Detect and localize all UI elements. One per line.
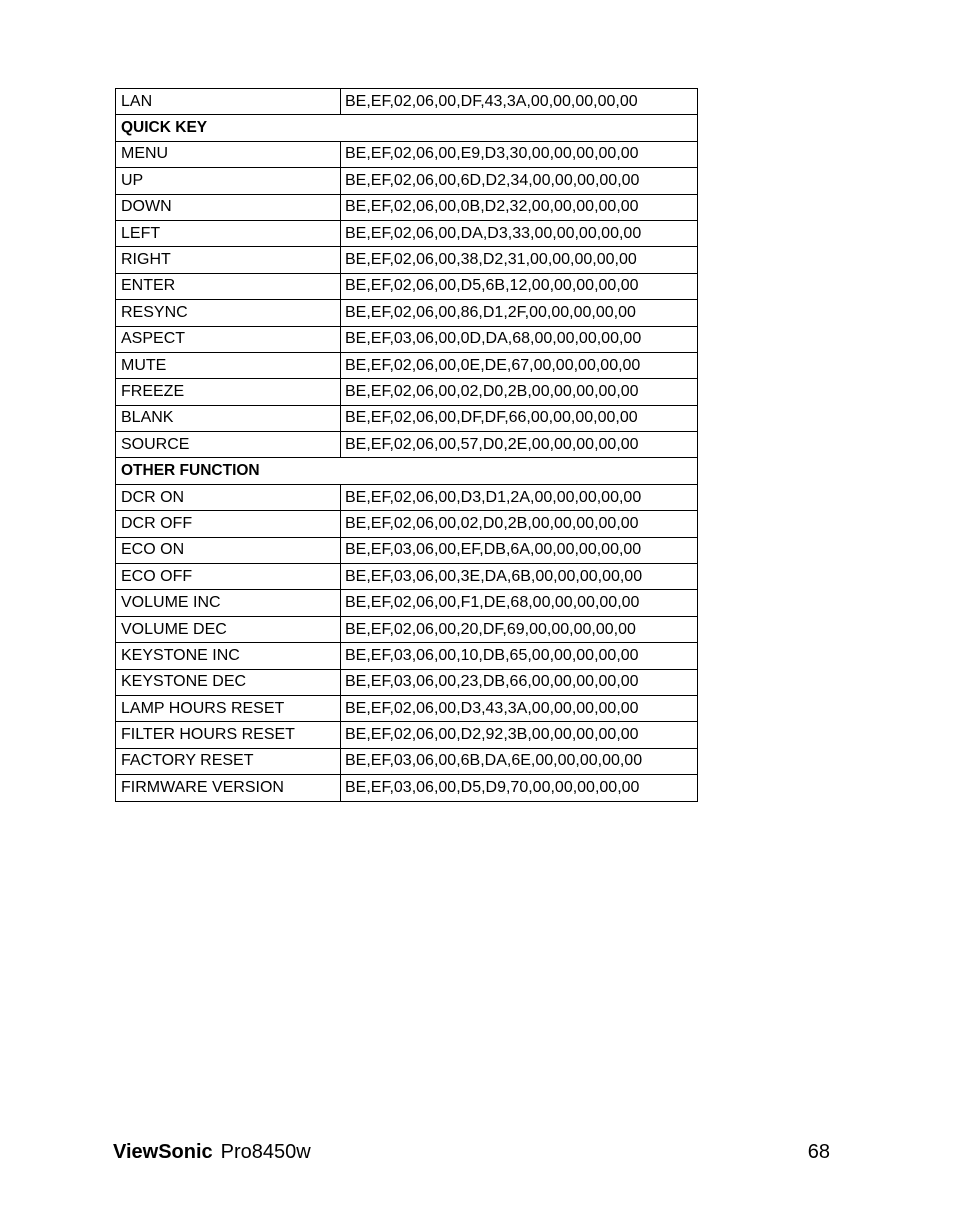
command-name-cell: DCR ON (116, 484, 341, 510)
command-name-cell: FACTORY RESET (116, 748, 341, 774)
command-code-cell: BE,EF,03,06,00,6B,DA,6E,00,00,00,00,00 (341, 748, 698, 774)
table-row (116, 695, 698, 721)
table-row (116, 748, 698, 774)
command-code-cell: BE,EF,02,06,00,DF,43,3A,00,00,00,00,00 (341, 89, 698, 115)
table-row (116, 722, 698, 748)
section-header: QUICK KEY (116, 115, 698, 141)
table-row (116, 89, 698, 115)
command-name-cell: UP (116, 168, 341, 194)
command-code-cell: BE,EF,02,06,00,02,D0,2B,00,00,00,00,00 (341, 511, 698, 537)
command-name-cell: KEYSTONE INC (116, 643, 341, 669)
command-code-cell: BE,EF,02,06,00,F1,DE,68,00,00,00,00,00 (341, 590, 698, 616)
table-row (116, 405, 698, 431)
command-code-cell: BE,EF,03,06,00,10,DB,65,00,00,00,00,00 (341, 643, 698, 669)
command-code-cell: BE,EF,02,06,00,D5,6B,12,00,00,00,00,00 (341, 273, 698, 299)
command-name-cell: LAN (116, 89, 341, 115)
table-row (116, 775, 698, 801)
section-header-row (116, 458, 698, 484)
page-number: 68 (807, 1141, 830, 1163)
command-table-body (116, 89, 698, 802)
command-code-cell: BE,EF,02,06,00,D2,92,3B,00,00,00,00,00 (341, 722, 698, 748)
command-table (115, 88, 698, 802)
table-row (116, 616, 698, 642)
command-name-cell: ECO OFF (116, 564, 341, 590)
command-name-cell: LEFT (116, 220, 341, 246)
table-row (116, 564, 698, 590)
table-row (116, 484, 698, 510)
table-row (116, 220, 698, 246)
command-code-cell: BE,EF,03,06,00,0D,DA,68,00,00,00,00,00 (341, 326, 698, 352)
table-row (116, 326, 698, 352)
command-code-cell: BE,EF,02,06,00,57,D0,2E,00,00,00,00,00 (341, 432, 698, 458)
command-code-cell: BE,EF,02,06,00,D3,43,3A,00,00,00,00,00 (341, 695, 698, 721)
footer-model: Pro8450w (220, 1141, 311, 1163)
table-row (116, 168, 698, 194)
command-name-cell: FREEZE (116, 379, 341, 405)
command-code-cell: BE,EF,02,06,00,20,DF,69,00,00,00,00,00 (341, 616, 698, 642)
command-code-cell: BE,EF,02,06,00,DA,D3,33,00,00,00,00,00 (341, 220, 698, 246)
command-code-cell: BE,EF,02,06,00,E9,D3,30,00,00,00,00,00 (341, 141, 698, 167)
command-code-cell: BE,EF,02,06,00,86,D1,2F,00,00,00,00,00 (341, 300, 698, 326)
command-code-cell: BE,EF,02,06,00,DF,DF,66,00,00,00,00,00 (341, 405, 698, 431)
section-header: OTHER FUNCTION (116, 458, 698, 484)
command-name-cell: DOWN (116, 194, 341, 220)
table-row (116, 194, 698, 220)
command-code-cell: BE,EF,02,06,00,38,D2,31,00,00,00,00,00 (341, 247, 698, 273)
command-code-cell: BE,EF,03,06,00,3E,DA,6B,00,00,00,00,00 (341, 564, 698, 590)
command-name-cell: FILTER HOURS RESET (116, 722, 341, 748)
table-row (116, 669, 698, 695)
command-code-cell: BE,EF,03,06,00,D5,D9,70,00,00,00,00,00 (341, 775, 698, 801)
section-header-row (116, 115, 698, 141)
footer-brand: ViewSonic (113, 1141, 213, 1163)
command-name-cell: SOURCE (116, 432, 341, 458)
command-name-cell: DCR OFF (116, 511, 341, 537)
table-row (116, 273, 698, 299)
command-name-cell: MENU (116, 141, 341, 167)
command-code-cell: BE,EF,02,06,00,6D,D2,34,00,00,00,00,00 (341, 168, 698, 194)
command-code-cell: BE,EF,02,06,00,0E,DE,67,00,00,00,00,00 (341, 352, 698, 378)
table-row (116, 590, 698, 616)
command-name-cell: VOLUME INC (116, 590, 341, 616)
command-name-cell: KEYSTONE DEC (116, 669, 341, 695)
page-footer (113, 1140, 311, 1164)
command-name-cell: ENTER (116, 273, 341, 299)
table-row (116, 300, 698, 326)
command-name-cell: ASPECT (116, 326, 341, 352)
table-row (116, 432, 698, 458)
command-code-cell: BE,EF,03,06,00,EF,DB,6A,00,00,00,00,00 (341, 537, 698, 563)
command-name-cell: VOLUME DEC (116, 616, 341, 642)
command-name-cell: FIRMWARE VERSION (116, 775, 341, 801)
command-name-cell: RESYNC (116, 300, 341, 326)
table-row (116, 141, 698, 167)
command-name-cell: MUTE (116, 352, 341, 378)
table-row (116, 537, 698, 563)
table-row (116, 643, 698, 669)
command-code-cell: BE,EF,03,06,00,23,DB,66,00,00,00,00,00 (341, 669, 698, 695)
table-row (116, 379, 698, 405)
table-row (116, 511, 698, 537)
table-row (116, 352, 698, 378)
command-name-cell: LAMP HOURS RESET (116, 695, 341, 721)
command-name-cell: RIGHT (116, 247, 341, 273)
command-code-cell: BE,EF,02,06,00,D3,D1,2A,00,00,00,00,00 (341, 484, 698, 510)
command-name-cell: BLANK (116, 405, 341, 431)
command-name-cell: ECO ON (116, 537, 341, 563)
table-row (116, 247, 698, 273)
command-code-cell: BE,EF,02,06,00,0B,D2,32,00,00,00,00,00 (341, 194, 698, 220)
command-code-cell: BE,EF,02,06,00,02,D0,2B,00,00,00,00,00 (341, 379, 698, 405)
